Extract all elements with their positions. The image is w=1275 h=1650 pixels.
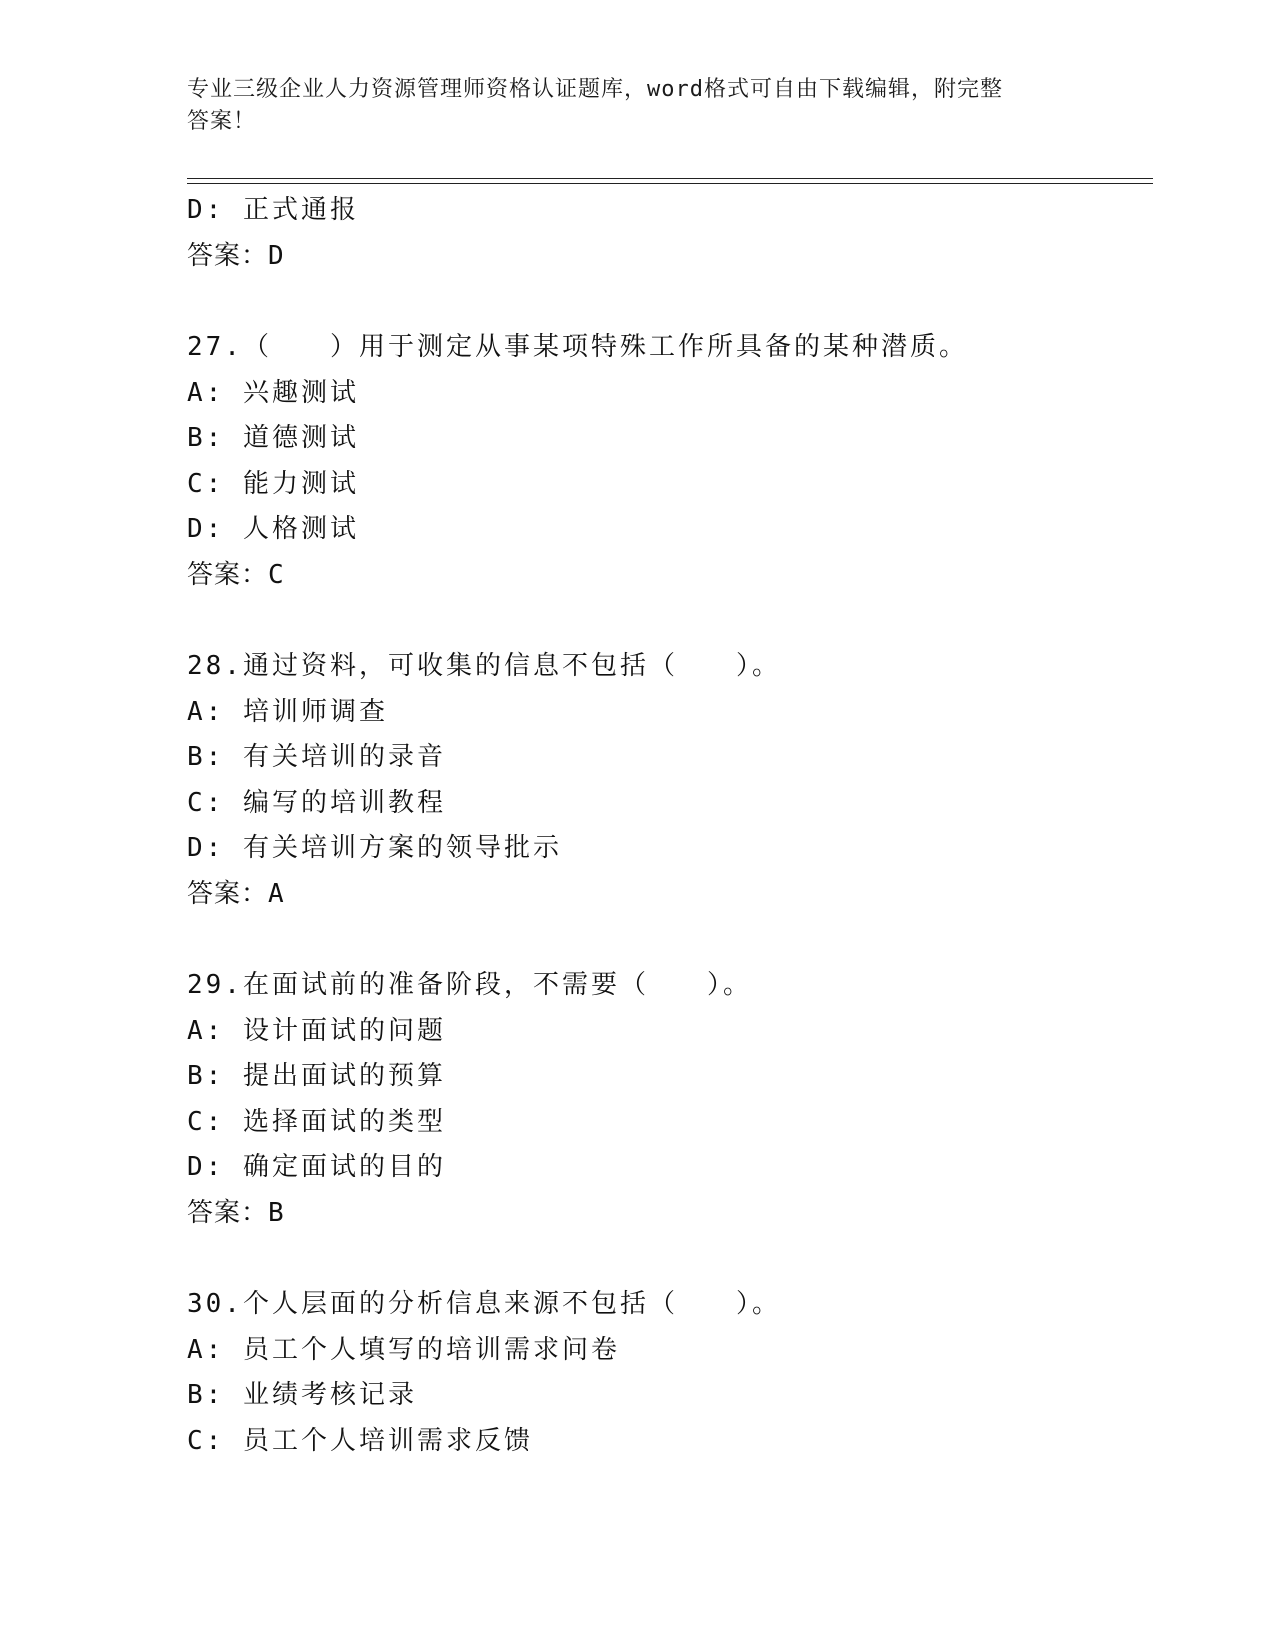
answer-line: 答案：C bbox=[187, 559, 285, 590]
question-stem: 28.通过资料，可收集的信息不包括（ ）。 bbox=[187, 651, 781, 681]
option-b: B: 提出面试的预算 bbox=[187, 1061, 446, 1091]
question-27 bbox=[187, 325, 1147, 598]
spacer bbox=[187, 1236, 1147, 1282]
answer-line: 答案：A bbox=[187, 878, 285, 909]
option-d: D: 正式通报 bbox=[187, 195, 359, 225]
option-a: A: 兴趣测试 bbox=[187, 377, 359, 408]
question-28 bbox=[187, 644, 1147, 917]
option-b: B: 有关培训的录音 bbox=[187, 742, 446, 772]
header-line-1: 专业三级企业人力资源管理师资格认证题库，word格式可自由下载编辑，附完整 bbox=[187, 77, 1003, 102]
header-line-2: 答案！ bbox=[187, 109, 257, 134]
spacer bbox=[187, 598, 1147, 644]
option-d: D: 有关培训方案的领导批示 bbox=[187, 833, 562, 863]
spacer bbox=[187, 917, 1147, 963]
option-d: D: 人格测试 bbox=[187, 514, 359, 544]
question-list bbox=[187, 188, 1147, 1464]
question-stem: 29.在面试前的准备阶段，不需要（ ）。 bbox=[187, 970, 752, 1000]
option-c: C: 编写的培训教程 bbox=[187, 787, 446, 818]
option-c: C: 能力测试 bbox=[187, 468, 359, 499]
document-header bbox=[187, 74, 1067, 138]
question-30 bbox=[187, 1282, 1147, 1464]
option-d: D: 确定面试的目的 bbox=[187, 1152, 446, 1182]
option-a: A: 设计面试的问题 bbox=[187, 1015, 446, 1046]
question-stem: 30.个人层面的分析信息来源不包括（ ）。 bbox=[187, 1289, 781, 1319]
option-c: C: 员工个人培训需求反馈 bbox=[187, 1425, 533, 1456]
option-a: A: 员工个人填写的培训需求问卷 bbox=[187, 1334, 620, 1365]
answer-line: 答案：D bbox=[187, 240, 285, 271]
header-divider-bottom bbox=[187, 183, 1153, 184]
option-c: C: 选择面试的类型 bbox=[187, 1106, 446, 1137]
option-b: B: 道德测试 bbox=[187, 423, 359, 453]
answer-line: 答案：B bbox=[187, 1197, 285, 1228]
option-b: B: 业绩考核记录 bbox=[187, 1380, 417, 1410]
question-stem: 27.（ ）用于测定从事某项特殊工作所具备的某种潜质。 bbox=[187, 332, 968, 362]
header-divider-top bbox=[187, 178, 1153, 179]
spacer bbox=[187, 279, 1147, 325]
question-29 bbox=[187, 963, 1147, 1236]
option-a: A: 培训师调查 bbox=[187, 696, 388, 727]
